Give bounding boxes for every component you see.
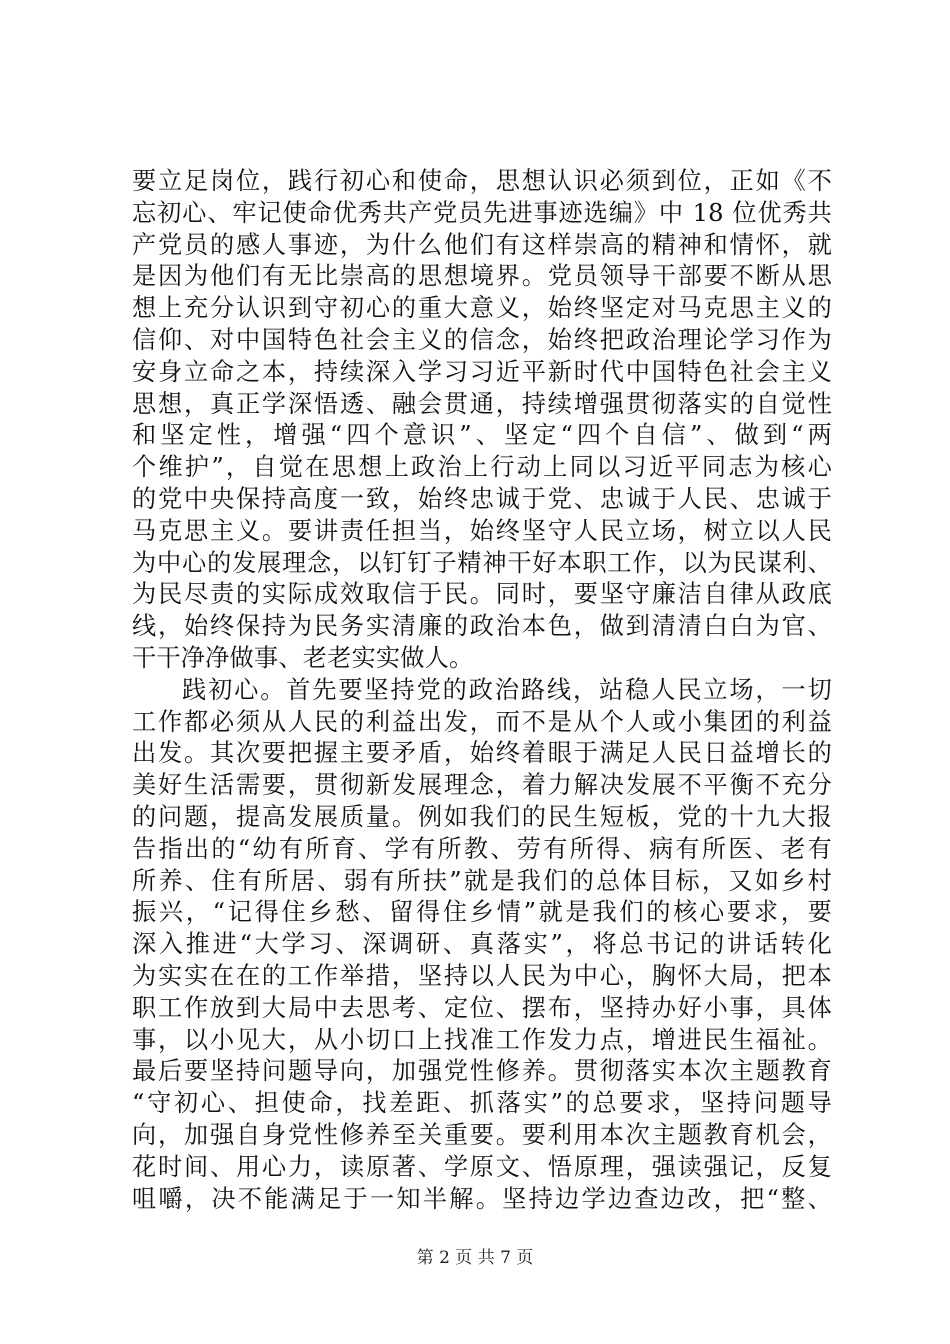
text-line: 要立足岗位，践行初心和使命，思想认识必须到位，正如《不 (132, 167, 832, 195)
text-line: 为中心的发展理念，以钉钉子精神干好本职工作，以为民谋利、 (132, 548, 832, 577)
text-line: 线，始终保持为民务实清廉的政治本色，做到清清白白为官、 (132, 612, 832, 641)
text-line: “守初心、担使命，找差距、抓落实”的总要求，坚持问题导 (132, 1089, 832, 1118)
text-line: 为民尽责的实际成效取信于民。同时，要坚守廉洁自律从政底 (132, 580, 832, 609)
text-line: 咀嚼，决不能满足于一知半解。坚持边学边查边改，把“整、 (132, 1184, 832, 1213)
text-line: 事，以小见大，从小切口上找准工作发力点，增进民生福祉。 (132, 1025, 832, 1054)
text-line: 振兴，“记得住乡愁、留得住乡情”就是我们的核心要求，要 (132, 898, 832, 927)
text-line: 和坚定性，增强“四个意识”、坚定“四个自信”、做到“两 (132, 421, 832, 450)
text-line: 信仰、对中国特色社会主义的信念，始终把政治理论学习作为 (132, 325, 832, 354)
text-line: 告指出的“幼有所育、学有所教、劳有所得、病有所医、老有 (132, 834, 832, 863)
text-line: 向，加强自身党性修养至关重要。要利用本次主题教育机会， (132, 1120, 832, 1149)
text-line: 是因为他们有无比崇高的思想境界。党员领导干部要不断从思 (132, 262, 832, 291)
text-line: 思想，真正学深悟透、融会贯通，持续增强贯彻落实的自觉性 (132, 389, 832, 418)
text-line: 个维护”，自觉在思想上政治上行动上同以习近平同志为核心 (132, 453, 832, 482)
text-line: 为实实在在的工作举措，坚持以人民为中心，胸怀大局，把本 (132, 961, 832, 990)
text-line: 最后要坚持问题导向，加强党性修养。贯彻落实本次主题教育 (132, 1057, 832, 1086)
text-line: 干干净净做事、老老实实做人。 (132, 643, 474, 672)
text-line: 出发。其次要把握主要矛盾，始终着眼于满足人民日益增长的 (132, 739, 832, 768)
text-line: 想上充分认识到守初心的重大意义，始终坚定对马克思主义的 (132, 294, 832, 323)
text-line: 深入推进“大学习、深调研、真落实”，将总书记的讲话转化 (132, 930, 832, 959)
page-number-footer: 第 2 页 共 7 页 (416, 1248, 534, 1268)
text-line: 职工作放到大局中去思考、定位、摆布，坚持办好小事，具体 (132, 993, 832, 1022)
text-line: 产党员的感人事迹，为什么他们有这样崇高的精神和情怀，就 (132, 230, 832, 259)
text-line: 美好生活需要，贯彻新发展理念，着力解决发展不平衡不充分 (132, 771, 832, 800)
body-text (132, 166, 832, 1215)
text-line: 所养、住有所居、弱有所扶”就是我们的总体目标，又如乡村 (132, 866, 832, 895)
text-line: 工作都必须从人民的利益出发，而不是从个人或小集团的利益 (132, 707, 832, 736)
text-line: 忘初心、牢记使命优秀共产党员先进事迹选编》中 18 位优秀共 (132, 198, 832, 227)
text-line: 马克思主义。要讲责任担当，始终坚守人民立场，树立以人民 (132, 516, 832, 545)
text-line: 的问题，提高发展质量。例如我们的民生短板，党的十九大报 (132, 802, 832, 831)
text-line: 践初心。首先要坚持党的政治路线，站稳人民立场，一切 (182, 675, 832, 704)
text-line: 花时间、用心力，读原著、学原文、悟原理，强读强记，反复 (132, 1152, 832, 1181)
text-line: 安身立命之本，持续深入学习习近平新时代中国特色社会主义 (132, 357, 832, 386)
text-line: 的党中央保持高度一致，始终忠诚于党、忠诚于人民、忠诚于 (132, 484, 832, 513)
